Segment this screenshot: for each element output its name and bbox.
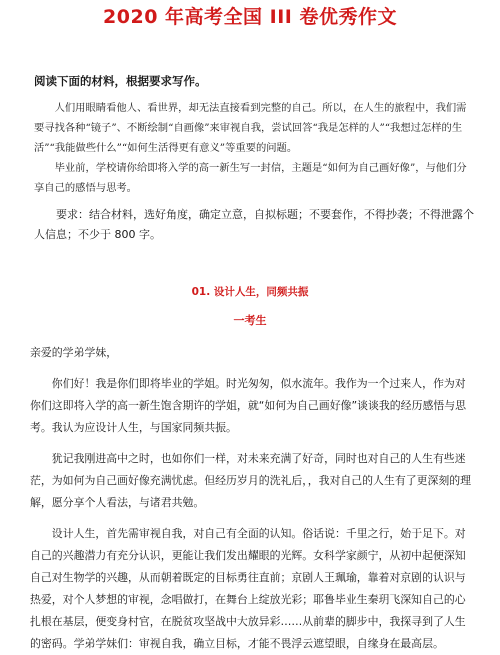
essay-greeting: 亲爱的学弟学妹， — [30, 346, 118, 359]
essay-paragraph-1: 你们好！我是你们即将毕业的学姐。时光匆匆，似水流年。我作为一个过来人，作为对你们这即将入学的高一新生饱含期许的学姐，就“如何为自己画好像”谈谈我的经历感悟与思考。我认为应设计人生，与国家同频共振。 — [30, 377, 467, 434]
material-paragraph-1: 人们用眼睛看他人、看世界，却无法直接看到完整的自己。所以，在人生的旅程中，我们需要寻找各种“镜子”、不断绘制“自画像”来审视自我，尝试回答“我是怎样的人”“我想过怎样的生活”“我能做些什么”“如何生活得更有意义”等重要的问题。 — [34, 102, 467, 154]
essay-body — [30, 342, 476, 655]
page-title: 2020 年高考全国 III 卷优秀作文 — [103, 6, 397, 28]
requirements-block — [34, 205, 476, 245]
material-paragraph-2: 毕业前，学校请你给即将入学的高一新生写一封信，主题是“如何为自己画好像”，与他们分享自己的感悟与思考。 — [34, 162, 467, 194]
writing-instruction: 阅读下面的材料，根据要求写作。 — [34, 74, 207, 88]
essay-paragraph-3: 设计人生，首先需审视自我，对自己有全面的认知。俗话说：千里之行，始于足下。对自己的兴趣潜力有充分认识，更能让我们发出耀眼的光辉。女科学家颜宁，从初中起便深知自己对生物学的兴趣，从而朝着既定的目标勇往直前；京剧人王珮瑜，靠着对京剧的认识与热爱，对个人梦想的审视，念唱做打，在舞台上绽放光彩；耶鲁毕业生秦玥飞深知自己的心扎根在基层，便变身村官，在脱贫攻坚战中大放异彩……从前辈的脚步中，我探寻到了人生的密码。学弟学妹们：审视自我，确立目标，才能不畏浮云遮望眼，自缘身在最高层。 — [30, 527, 466, 650]
material-block — [34, 98, 476, 198]
essay-byline: 一考生 — [233, 314, 267, 327]
essay-section-title: 01. 设计人生，同频共振 — [191, 286, 309, 298]
essay-paragraph-2: 犹记我刚进高中之时，也如你们一样，对未来充满了好奇，同时也对自己的人生有些迷茫，为如何为自己画好像充满忧虑。但经历岁月的洗礼后，，我对自己的人生有了更深刻的理解，愿分享个人看法，与诸君共勉。 — [30, 452, 472, 509]
requirements-text: 要求：结合材料，选好角度，确定立意，自拟标题；不要套作，不得抄袭；不得泄露个人信息；不少于 800 字。 — [34, 208, 474, 241]
